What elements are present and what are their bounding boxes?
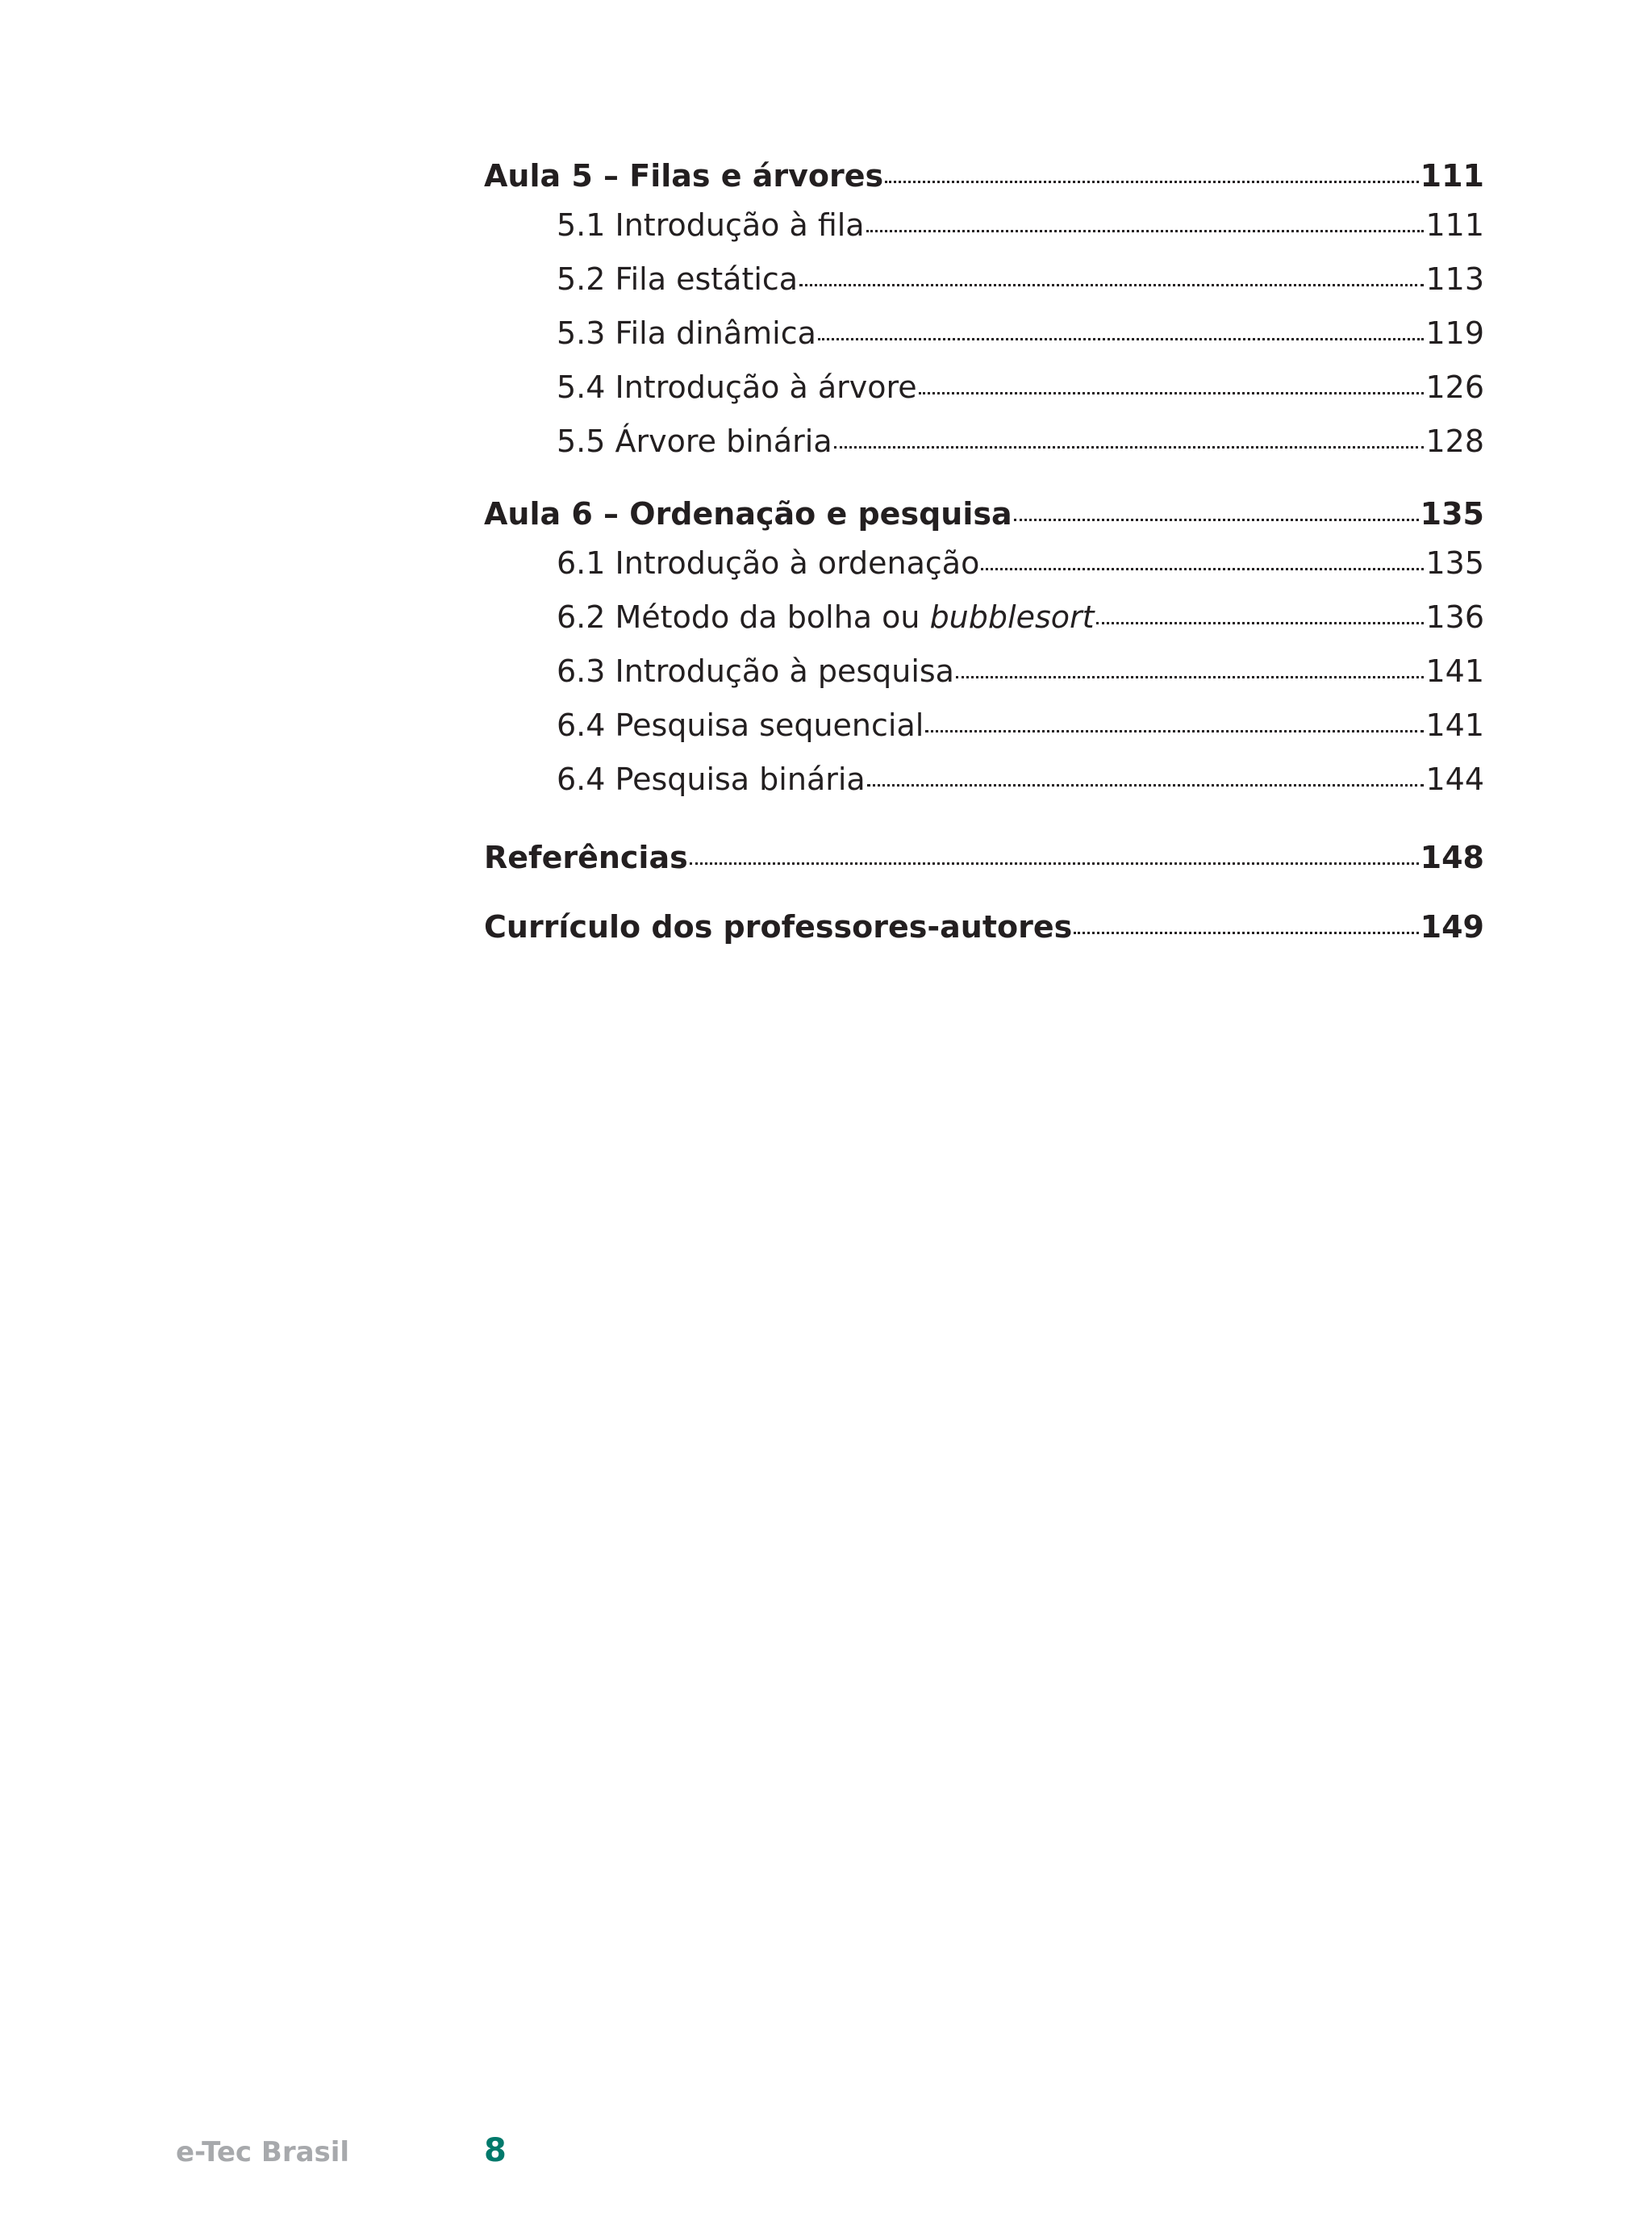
toc-entry-title: 5.3 Fila dinâmica [557,315,816,351]
dot-leader [690,862,1419,865]
footer-brand: e-Tec Brasil [176,2136,350,2168]
dot-leader [818,338,1425,340]
dot-leader [885,181,1419,183]
toc-entry-page: 126 [1425,369,1484,405]
toc-entry-title: 5.1 Introdução à fila [557,207,865,243]
toc-section-5-4[interactable] [484,361,1484,415]
table-of-contents [484,153,1484,955]
toc-entry-page: 149 [1420,909,1484,945]
toc-entry-title: Aula 5 – Filas e árvores [484,158,884,194]
toc-entry-title: 5.4 Introdução à árvore [557,369,917,405]
dot-leader [834,446,1425,449]
toc-entry-page: 141 [1425,653,1484,689]
toc-curriculo[interactable] [484,899,1484,955]
toc-entry-title: 5.2 Fila estática [557,261,799,297]
toc-entry-page: 144 [1425,762,1484,797]
toc-section-5-1[interactable] [484,198,1484,252]
toc-entry-page: 136 [1425,599,1484,635]
dot-leader [1014,519,1419,521]
toc-entry-title [557,591,1095,645]
toc-entry-title: 6.4 Pesquisa binária [557,762,866,797]
toc-entry-page: 141 [1425,707,1484,743]
footer-page-number: 8 [484,2132,507,2169]
toc-entry-title: Referências [484,840,688,875]
toc-entry-title-italic: bubblesort [929,599,1095,635]
toc-section-6-4-sequencial[interactable] [484,699,1484,753]
dot-leader [981,568,1424,570]
toc-section-6-3[interactable] [484,645,1484,699]
dot-leader [956,676,1425,678]
toc-entry-title-text: 6.2 Método da bolha ou [557,599,930,635]
toc-entry-title: 5.5 Árvore binária [557,424,832,459]
toc-entry-title: Aula 6 – Ordenação e pesquisa [484,496,1012,532]
toc-referencias[interactable] [484,829,1484,886]
dot-leader [866,230,1425,232]
dot-leader [925,730,1424,732]
toc-entry-page: 111 [1425,207,1484,243]
toc-section-6-1[interactable] [484,536,1484,591]
toc-section-5-5[interactable] [484,415,1484,469]
toc-section-6-2[interactable] [484,591,1484,645]
toc-entry-page: 113 [1425,261,1484,297]
toc-section-5-3[interactable] [484,307,1484,361]
dot-leader [1096,622,1425,624]
toc-entry-title: 6.1 Introdução à ordenação [557,545,980,581]
toc-entry-page: 128 [1425,424,1484,459]
toc-entry-title: Currículo dos professores-autores [484,909,1073,945]
toc-entry-page: 135 [1425,545,1484,581]
dot-leader [799,284,1424,286]
toc-entry-page: 119 [1425,315,1484,351]
toc-chapter-aula-6[interactable] [484,491,1484,536]
dot-leader [919,392,1425,394]
toc-entry-page: 148 [1420,840,1484,875]
dot-leader [867,784,1425,787]
toc-entry-page: 135 [1420,496,1484,532]
dot-leader [1074,932,1418,934]
toc-chapter-aula-5[interactable] [484,153,1484,198]
toc-entry-page: 111 [1420,158,1484,194]
toc-entry-title: 6.3 Introdução à pesquisa [557,653,954,689]
toc-section-5-2[interactable] [484,252,1484,307]
toc-section-6-4-binaria[interactable] [484,753,1484,807]
toc-entry-title: 6.4 Pesquisa sequencial [557,707,924,743]
